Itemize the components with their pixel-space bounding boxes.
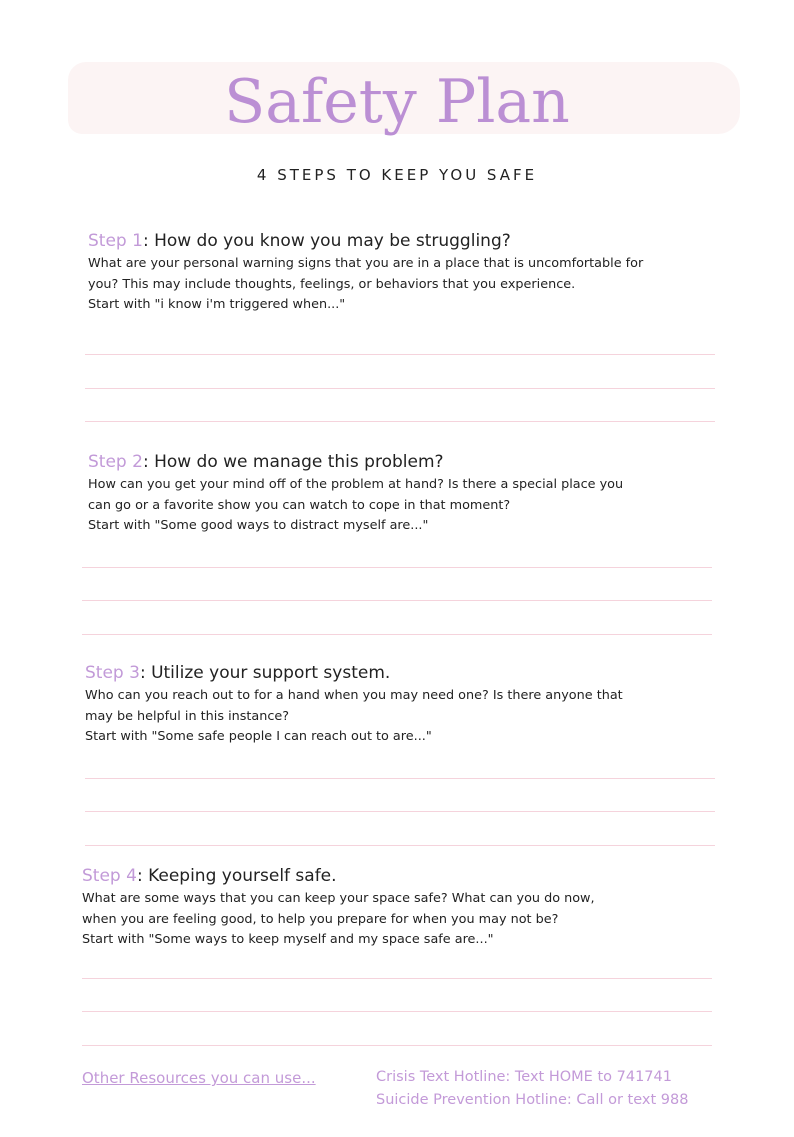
- step-prompt: Start with "Some good ways to distract myself are...": [88, 518, 429, 533]
- step-3-section: [85, 662, 623, 748]
- answer-line[interactable]: [82, 600, 712, 601]
- step-label: Step 1: [88, 231, 143, 251]
- step-question: : How do you know you may be struggling?: [142, 231, 511, 251]
- step-heading: [88, 230, 643, 252]
- step-label: Step 2: [88, 452, 143, 472]
- answer-line[interactable]: [85, 354, 715, 355]
- step-label: Step 4: [82, 866, 137, 886]
- step-text: What are your personal warning signs that you are in a place that is uncomfortable for: [88, 256, 644, 271]
- answer-line[interactable]: [82, 978, 712, 979]
- step-text: How can you get your mind off of the problem at hand? Is there a special place you: [88, 477, 624, 492]
- answer-line[interactable]: [85, 388, 715, 389]
- page-subtitle: 4 STEPS TO KEEP YOU SAFE: [256, 166, 538, 184]
- step-prompt: Start with "Some safe people I can reach out to are...": [85, 729, 432, 744]
- step-text: can go or a favorite show you can watch to cope in that moment?: [88, 497, 511, 513]
- step-label: Step 3: [85, 663, 140, 683]
- step-text: may be helpful in this instance?: [85, 708, 290, 724]
- step-4-section: [82, 865, 595, 951]
- step-question: : Keeping yourself safe.: [136, 866, 337, 886]
- step-heading: [85, 662, 623, 684]
- answer-line[interactable]: [82, 567, 712, 568]
- step-question: : Utilize your support system.: [139, 663, 391, 683]
- crisis-text-hotline: Crisis Text Hotline: Text HOME to 741741: [376, 1069, 672, 1085]
- answer-line[interactable]: [85, 811, 715, 812]
- step-1-section: [88, 230, 643, 316]
- step-2-section: [88, 451, 623, 537]
- step-prompt: Start with "Some ways to keep myself and my space safe are...": [82, 932, 494, 947]
- answer-line[interactable]: [82, 634, 712, 635]
- step-question: : How do we manage this problem?: [142, 452, 444, 472]
- step-heading: [88, 451, 623, 473]
- step-text: What are some ways that you can keep your space safe? What can you do now,: [82, 891, 595, 906]
- answer-line[interactable]: [85, 421, 715, 422]
- step-text: when you are feeling good, to help you prepare for when you may not be?: [82, 911, 559, 927]
- answer-line[interactable]: [85, 845, 715, 846]
- answer-line[interactable]: [82, 1045, 712, 1046]
- answer-line[interactable]: [82, 1011, 712, 1012]
- step-text: you? This may include thoughts, feelings, or behaviors that you experience.: [88, 276, 576, 292]
- answer-line[interactable]: [85, 778, 715, 779]
- suicide-prevention-hotline: Suicide Prevention Hotline: Call or text 988: [376, 1092, 689, 1108]
- step-text: Who can you reach out to for a hand when you may need one? Is there anyone that: [85, 688, 623, 703]
- page-title: Safety Plan: [224, 67, 570, 137]
- other-resources-link[interactable]: Other Resources you can use...: [82, 1069, 316, 1087]
- step-heading: [82, 865, 595, 887]
- step-prompt: Start with "i know i'm triggered when...": [88, 297, 346, 312]
